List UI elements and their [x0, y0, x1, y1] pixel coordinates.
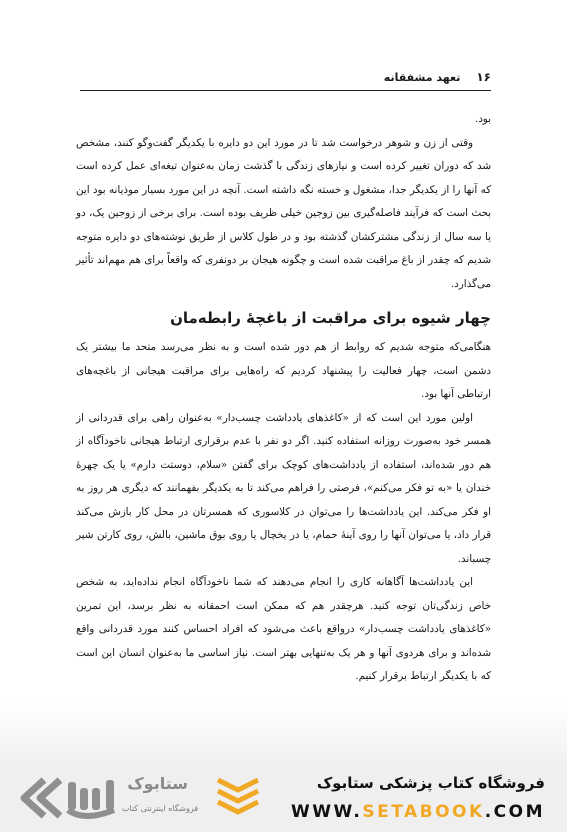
page-number: ۱۶ — [476, 70, 491, 84]
watermark-footer — [0, 760, 567, 832]
paragraph: هنگامی‌که متوجه شدیم که روابط از هم دور شده است و به نظر می‌رسد متحد ما بیشتر یک دشمن است، چهار فعالیت را پیشنهاد کردیم که راه‌هایی برای مراقبت هیجانی از باغچه‌های ارتباطی آنها بود. — [76, 341, 491, 400]
book-stack-icon — [214, 774, 262, 818]
store-name: فروشگاه کتاب پزشکی ستابوک — [316, 774, 545, 792]
url-suffix: .COM — [484, 802, 545, 822]
url-highlight: SETABOOK — [362, 802, 485, 822]
body-text — [76, 108, 491, 689]
running-title: تعهد مشفقانه — [383, 70, 461, 84]
paragraph-continuation: بود. — [474, 113, 491, 125]
paragraph: وقتی از زن و شوهر درخواست شد تا در مورد این دو دایره با یکدیگر گفت‌وگو کنند، مشخص شد که دوران تغییر کرده است و نیازهای زندگی با گذشت زمان به‌عنوان تیغه‌ای عمل کرده است که آنها را از یکدیگر جدا، مشغول و خسته نگه داشته است. آنچه در این مورد بسیار موذیانه بود این بحث است که فرآیند فاصله‌گیری بین زوجین خیلی ظریف بوده است. برای برخی از زوجین یک، دو یا سه سال از زندگی مشترکشان گذشته بود و در طول کلاس از طریق نوشته‌های دو دایره متوجه شدیم که چقدر از باغ مراقبت شده است و چگونه هیجان بر دونفری که واقعاً برای هم مهم‌اند تأثیر می‌گذارد. — [76, 136, 491, 290]
brand-wordmark: ستابوک — [127, 774, 188, 793]
page-header — [80, 68, 491, 86]
section-heading: چهار شیوه برای مراقبت از باغچهٔ رابطه‌مان — [170, 309, 491, 327]
paragraph: این یادداشت‌ها آگاهانه کاری را انجام می‌دهند که شما ناخودآگاه انجام نداده‌اید، به شخص خاص زندگی‌تان توجه کنید. هرچقدر هم که ممکن است احمقانه به نظر برسد، این تمرین «کاغذهای یادداشت چسب‌دار» درواقع باعث می‌شود که افراد احساس کنند مورد قدردانی واقع شده‌اند و برای هردوی آنها و هر یک به‌تنهایی بهتر است. نیاز اساسی ما به‌عنوان انسان این است که با یکدیگر ارتباط برقرار کنیم. — [76, 576, 491, 682]
url-prefix: WWW. — [291, 802, 363, 822]
paragraph: اولین مورد این است که از «کاغذهای یادداشت چسب‌دار» به‌عنوان راهی برای قدردانی از همسر خود به‌صورت روزانه استفاده کنید. اگر دو نفر با عدم برقراری ارتباط هیجانی ناخودآگاه از هم دور شده‌اند، استفاده از یادداشت‌های کوچک برای گفتن «سلام، دوستت دارم» یا یک چهرهٔ خندان یا «به تو فکر می‌کنم»، فرصتی را فراهم می‌کند تا به یکدیگر بفهمانند که دیگری هر روز به او فکر می‌کند. این یادداشت‌ها را می‌توان در کلاسوری که همسرتان در محل کار بازش می‌کند قرار داد، یا می‌توان آنها را روی آینهٔ حمام، یا در یخچال یا روی بوق ماشین، بالش، روی کارتن شیر چسباند. — [76, 411, 491, 565]
header-divider — [80, 90, 491, 91]
brand-tagline: فروشگاه اینترنتی کتاب — [121, 804, 199, 813]
setabook-logo-icon — [14, 772, 126, 826]
store-url — [291, 802, 545, 822]
